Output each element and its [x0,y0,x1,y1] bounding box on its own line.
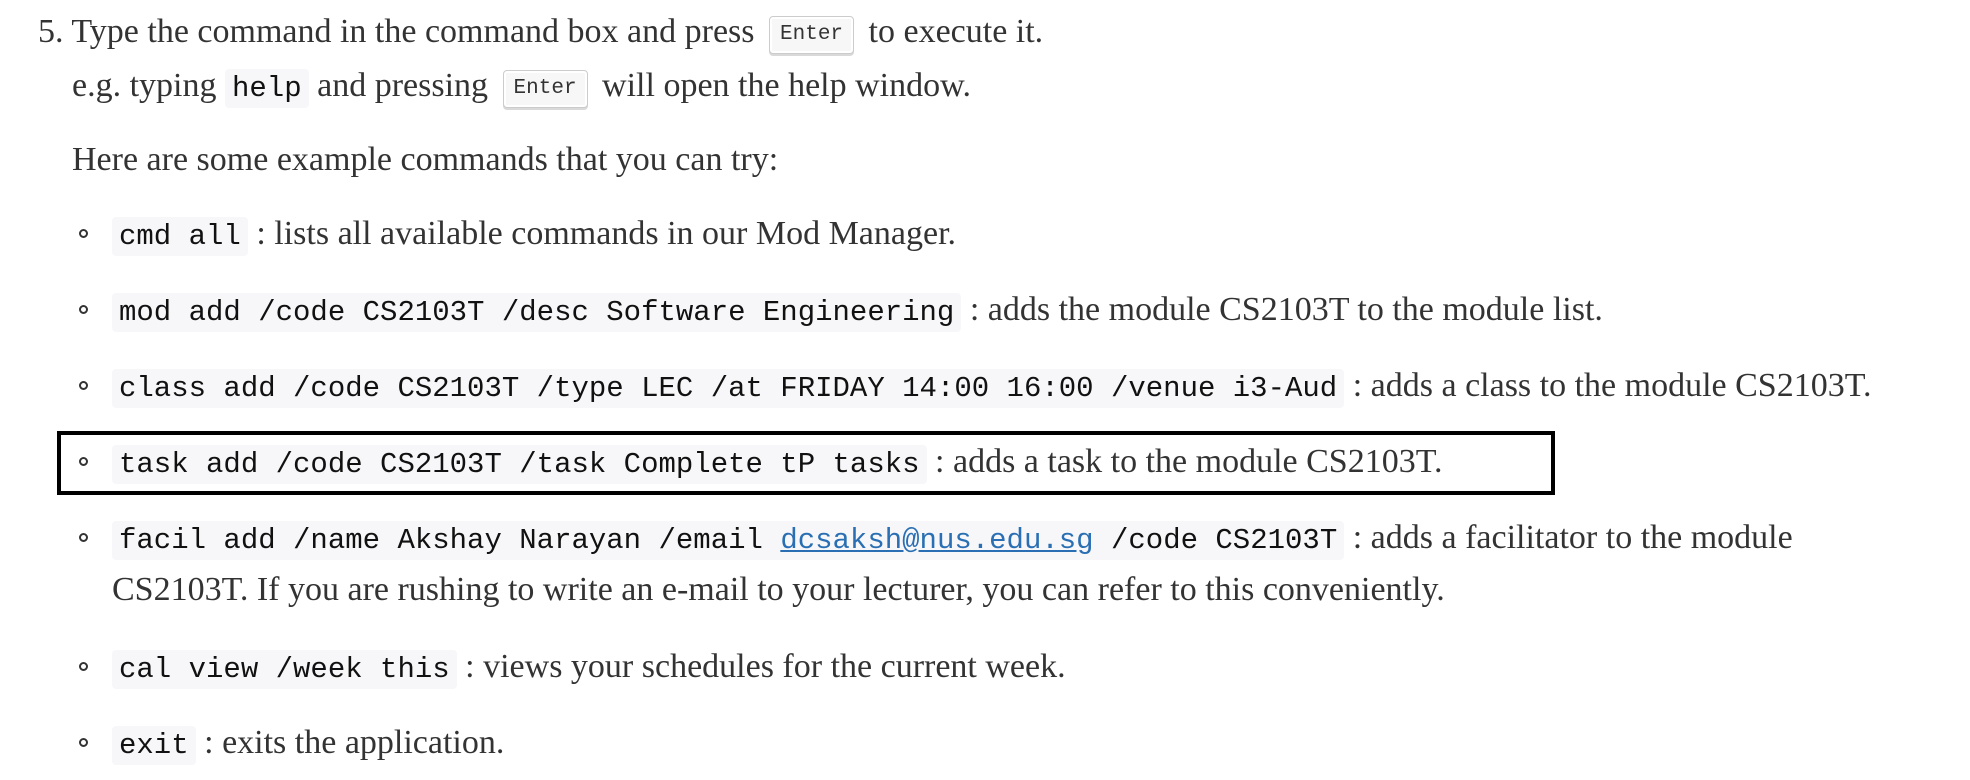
bullet-icon [79,229,88,238]
command-code-part2: /code CS2103T [1110,524,1338,557]
bullet-icon [79,738,88,747]
step-number: 5. [38,13,64,50]
command-code: task add /code CS2103T /task Complete tP tasks [112,445,927,484]
example-prefix: e.g. typing [72,67,217,104]
list-item [112,212,956,259]
command-description: : adds the module CS2103T to the module list. [969,291,1603,328]
list-item [112,645,1066,692]
command-code [112,521,1344,560]
command-description: : lists all available commands in our Mod Manager. [256,215,957,252]
list-item [112,721,504,768]
step-text-after: to execute it. [868,13,1044,50]
step-line [38,10,1043,54]
step-text: Type the command in the command box and press [71,13,755,50]
command-code: class add /code CS2103T /type LEC /at FRIDAY 14:00 16:00 /venue i3-Aud [112,369,1344,408]
list-item [112,364,1871,411]
bullet-icon [79,662,88,671]
list-item [112,516,1793,563]
list-item-highlighted [112,440,1442,487]
command-description: : views your schedules for the current week. [465,648,1066,685]
command-code: cal view /week this [112,650,457,689]
bullet-icon [79,457,88,466]
command-description: : adds a class to the module CS2103T. [1352,367,1872,404]
list-item-continuation: CS2103T. If you are rushing to write an e-mail to your lecturer, you can refer to this conveniently. [112,571,1445,608]
bullet-icon [79,381,88,390]
command-description: : adds a task to the module CS2103T. [935,443,1443,480]
bullet-icon [79,533,88,542]
email-link[interactable]: dcsaksh@nus.edu.sg [780,524,1094,557]
command-description: : adds a facilitator to the module [1352,519,1793,556]
example-suffix: will open the help window. [602,67,971,104]
enter-key: Enter [503,70,588,108]
command-description: : exits the application. [204,724,505,761]
command-code: mod add /code CS2103T /desc Software Engineering [112,293,961,332]
intro-text: Here are some example commands that you can try: [72,141,779,178]
command-code: cmd all [112,217,248,256]
help-command: help [225,69,309,108]
command-code-part1: facil add /name Akshay Narayan /email [119,524,763,557]
bullet-icon [79,305,88,314]
example-line [72,64,971,111]
enter-key: Enter [769,16,854,54]
command-code: exit [112,726,196,765]
list-item [112,288,1603,335]
example-middle: and pressing [317,67,489,104]
